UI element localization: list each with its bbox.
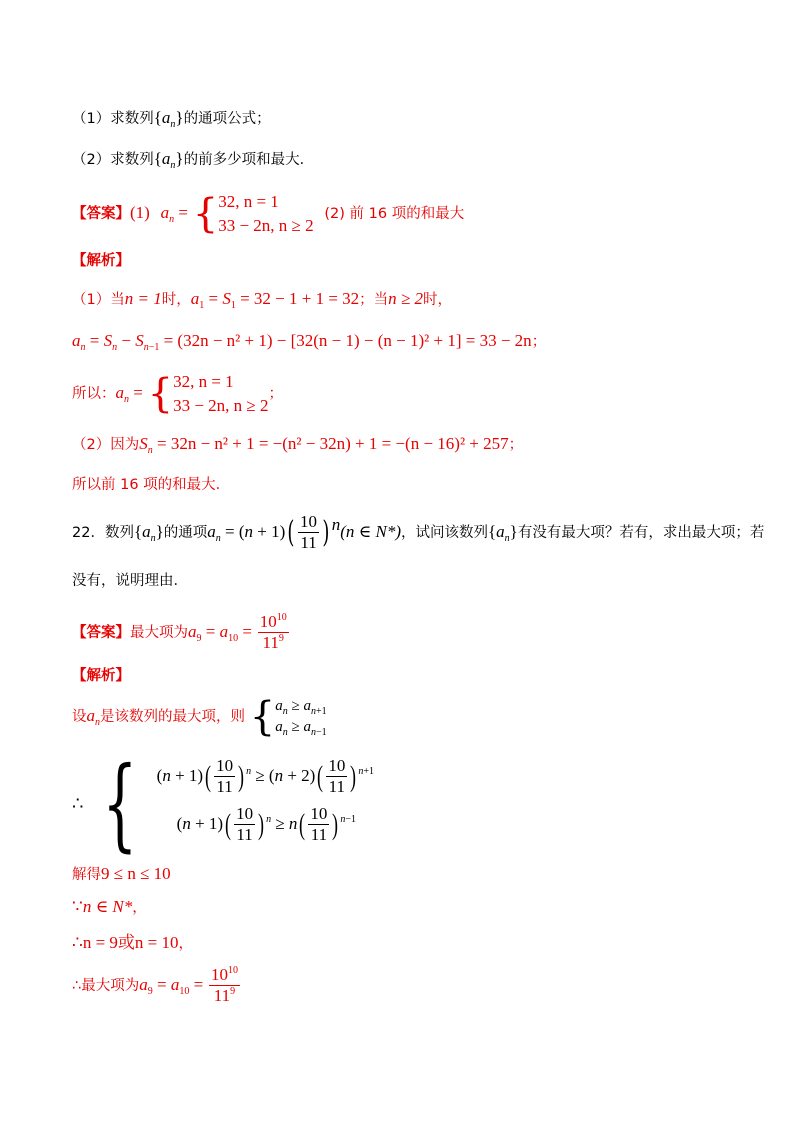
question-22: 22．数列$\{a_n\}$的通项$a_n = (n + 1)$( $\frac{10}{11}$ ) $^n$(n ∈ N*)，试问该数列$\{a_n\}$有没有最大项？若有，求出最大项；若 — [72, 512, 765, 553]
analysis-tag-1: 【解析】 — [72, 253, 130, 269]
answer-1: 【答案】(1) $a_n = \{32$, n = 1 33 − 2n, n ≥ 2 (2) 前 16 项的和最大 — [72, 190, 465, 237]
question-22-line-2: 没有，说明理由． — [72, 573, 188, 589]
solution-2-so: ∴n = 9或n = 10， — [72, 933, 194, 952]
solution-1-line-5: 所以前 16 项的和最大． — [72, 477, 231, 493]
question-1-part-1: （1）求数列$\{a_n\}$的通项公式； — [72, 108, 271, 130]
solution-2-line-1: 设$a_n$是该数列的最大项，则 {$a_n \ge a_{n+1}$ $a_n \ge a_{n-1}$ — [72, 694, 327, 740]
question-1-part-2: （2）求数列$\{a_n\}$的前多少项和最大． — [72, 149, 315, 171]
seq-an: $\{a_n\}$ — [153, 108, 184, 130]
solution-1-line-2: $a_n = S_n - S_{n-1} = (32n - n^2 + 1) - [32(n - 1) - (n - 1)^2 + 1] = 33 - 2n$； — [72, 331, 547, 353]
solution-1-line-3: 所以：$a_n = \{32$, n = 1 33 − 2n, n ≥ 2； — [72, 370, 283, 417]
solution-1-line-4: （2）因为$S_n = 32n - n^2 + 1 = -(n^2 - 32n) + 1 = -(n - 16)^2 + 257$； — [72, 434, 524, 456]
answer-2: 【答案】最大项为$a_9 = a_{10}$ = $\frac{10^{10}}{11^9}$ — [72, 612, 287, 653]
solution-1-line-1: （1）当n = 1时，$a_1 = S_1 = 32 - 1 + 1 = 32$；当n ≥ 2时， — [72, 289, 453, 311]
solution-2-system: ∴ { (n + 1)( $\frac{10}{11}$ ) $^n$ ≥ (n + 2)( $\frac{10}{11}$ ) $^{n+1}$ (n + 1)( $\frac{10}{11}$ ) $^n$ ≥ n( $\frac{10}{11}$ ) $^{n-1}$ — [72, 745, 374, 862]
solution-2-final: ∴最大项为$a_9 = a_{10}$ = $\frac{10^{10}}{11^9}$ — [72, 965, 238, 1006]
solution-2-solve: 解得9 ≤ n ≤ 10 — [72, 864, 171, 883]
answer-1-cases: 32, n = 1 33 − 2n, n ≥ 2 — [218, 192, 314, 235]
analysis-tag-2: 【解析】 — [72, 668, 130, 684]
solution-2-because: ∵n ∈ N*， — [72, 897, 147, 916]
